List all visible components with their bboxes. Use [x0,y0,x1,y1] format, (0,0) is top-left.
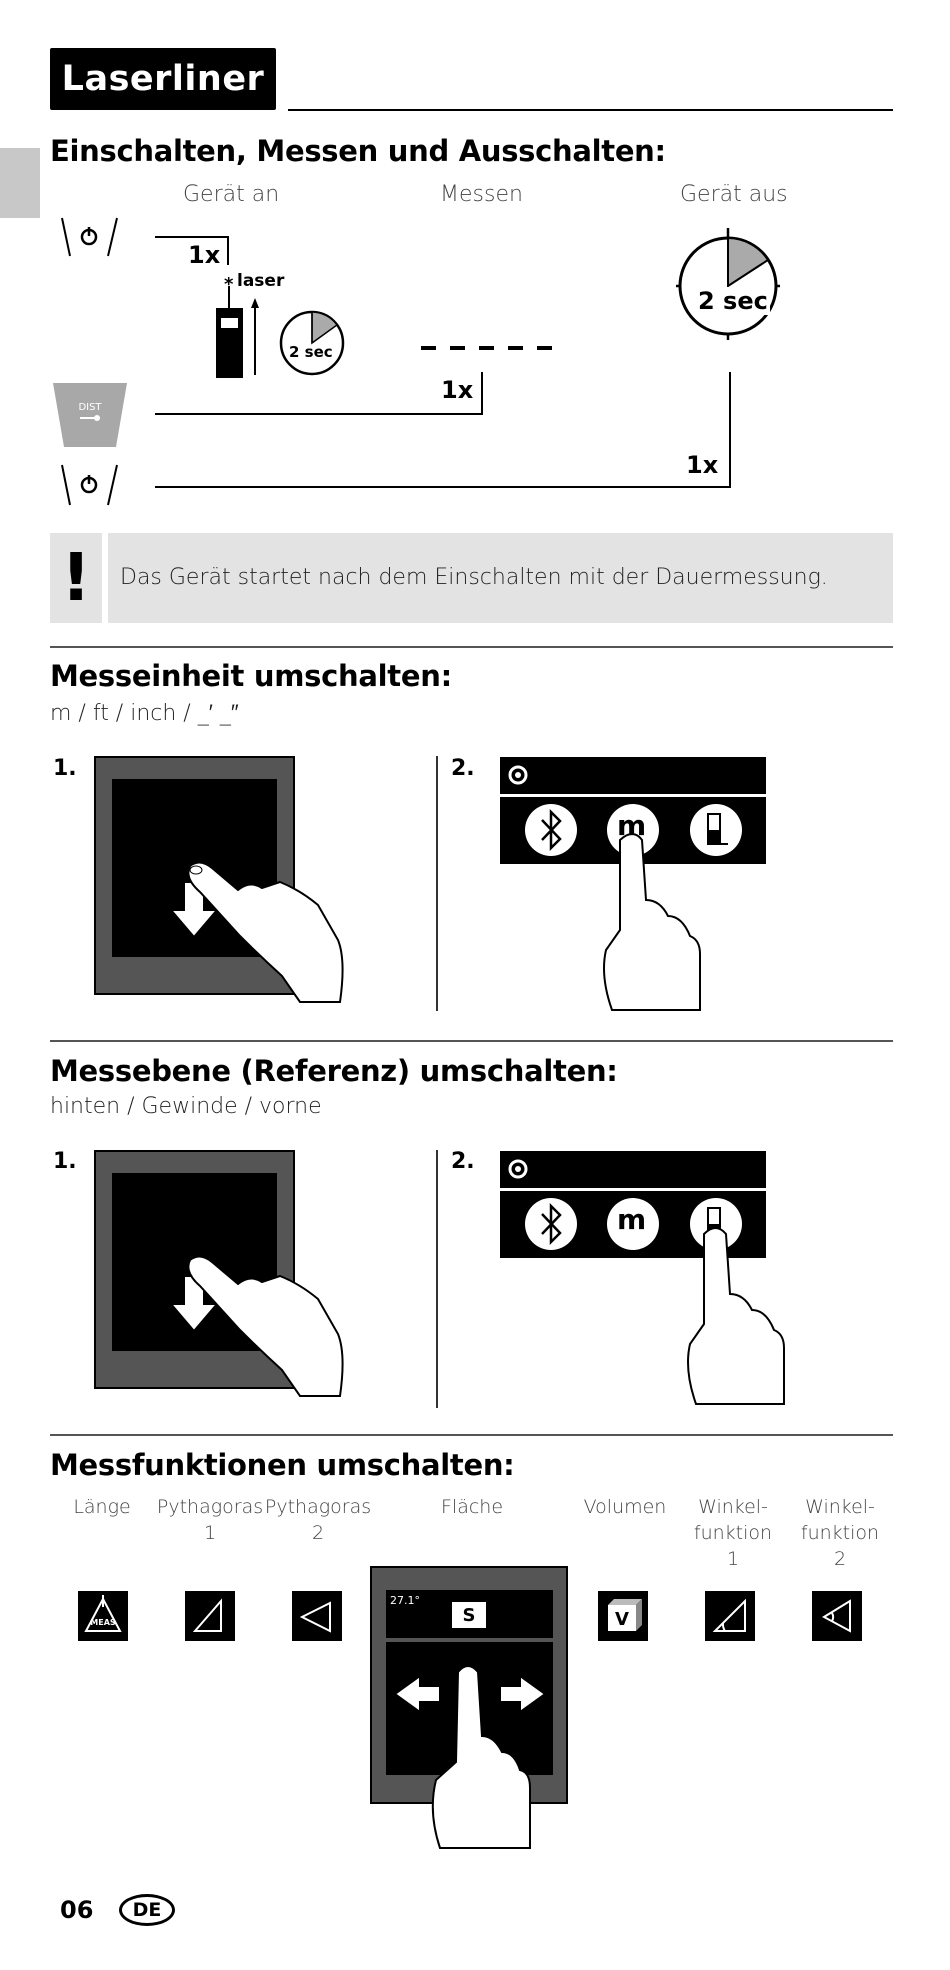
dist-key-label: DIST [78,402,102,413]
divider [50,1040,893,1042]
page-number: 06 [60,1896,94,1924]
angle-function-1-icon [705,1591,755,1641]
function-label-length: Länge [73,1496,131,1518]
divider [50,1434,893,1436]
timer-large-label: 2 sec [698,287,768,315]
length-measure-icon-text: MEAS [90,1618,116,1627]
note-text: Das Gerät startet nach dem Einschalten mit der Dauermessung. [108,533,893,623]
section-title-unit: Messeinheit umschalten: [50,659,452,693]
dist-key-icon [53,383,127,447]
column-label-measure: Messen [440,182,523,207]
function-label-angle-2: Winkel- funktion 2 [800,1496,880,1570]
column-label-on: Gerät an [183,182,280,207]
step-number-1: 1. [53,756,77,781]
section-title-power: Einschalten, Messen und Ausschalten: [50,134,666,168]
language-badge: DE [119,1894,175,1926]
divider [50,646,893,648]
function-label-angle-1: Winkel- funktion 1 [693,1496,773,1570]
warning-icon: ! [50,533,102,623]
reference-plane-icon [690,804,742,856]
volume-icon-text: V [615,1609,629,1630]
screen-readout: 27.1° [390,1594,420,1607]
press-count-dist: 1x [441,376,474,404]
column-label-off: Gerät aus [680,182,788,207]
section-subtitle-unit: m / ft / inch / _′ _″ [50,701,239,726]
laser-device-icon [216,286,259,378]
power-key-icon [62,218,117,256]
reference-switch-illustration [0,1134,950,1414]
function-label-pythagoras-1: Pythagoras 1 [156,1496,264,1544]
angle-function-2-icon [812,1591,862,1641]
pythagoras-2-icon [292,1591,342,1641]
power-key-icon [62,465,117,505]
timer-large-icon [676,228,780,340]
press-count-off: 1x [686,451,719,479]
bluetooth-icon [525,1198,577,1250]
step-number-2: 2. [451,756,475,781]
brand-logo: Laserliner [50,48,276,110]
bluetooth-icon [525,804,577,856]
function-label-pythagoras-2: Pythagoras 2 [264,1496,372,1544]
laser-label: laser [237,271,285,291]
pythagoras-1-icon [185,1591,235,1641]
function-label-area: Fläche [440,1496,504,1518]
power-sequence-diagram [0,0,950,520]
unit-switch-illustration [0,740,950,1020]
section-subtitle-reference: hinten / Gewinde / vorne [50,1094,322,1119]
section-title-reference: Messebene (Referenz) umschalten: [50,1054,618,1088]
unit-button-label: m [617,809,647,842]
step-number-1: 1. [53,1149,77,1174]
unit-button-label: m [617,1203,647,1236]
screen-button-label: S [462,1605,476,1626]
function-label-volume: Volumen [583,1496,667,1518]
length-measure-icon [78,1591,128,1641]
step-number-2: 2. [451,1149,475,1174]
section-title-functions: Messfunktionen umschalten: [50,1448,515,1482]
timer-small-label: 2 sec [289,343,333,361]
svg-text:*: * [224,274,234,295]
press-count-on: 1x [188,241,221,269]
